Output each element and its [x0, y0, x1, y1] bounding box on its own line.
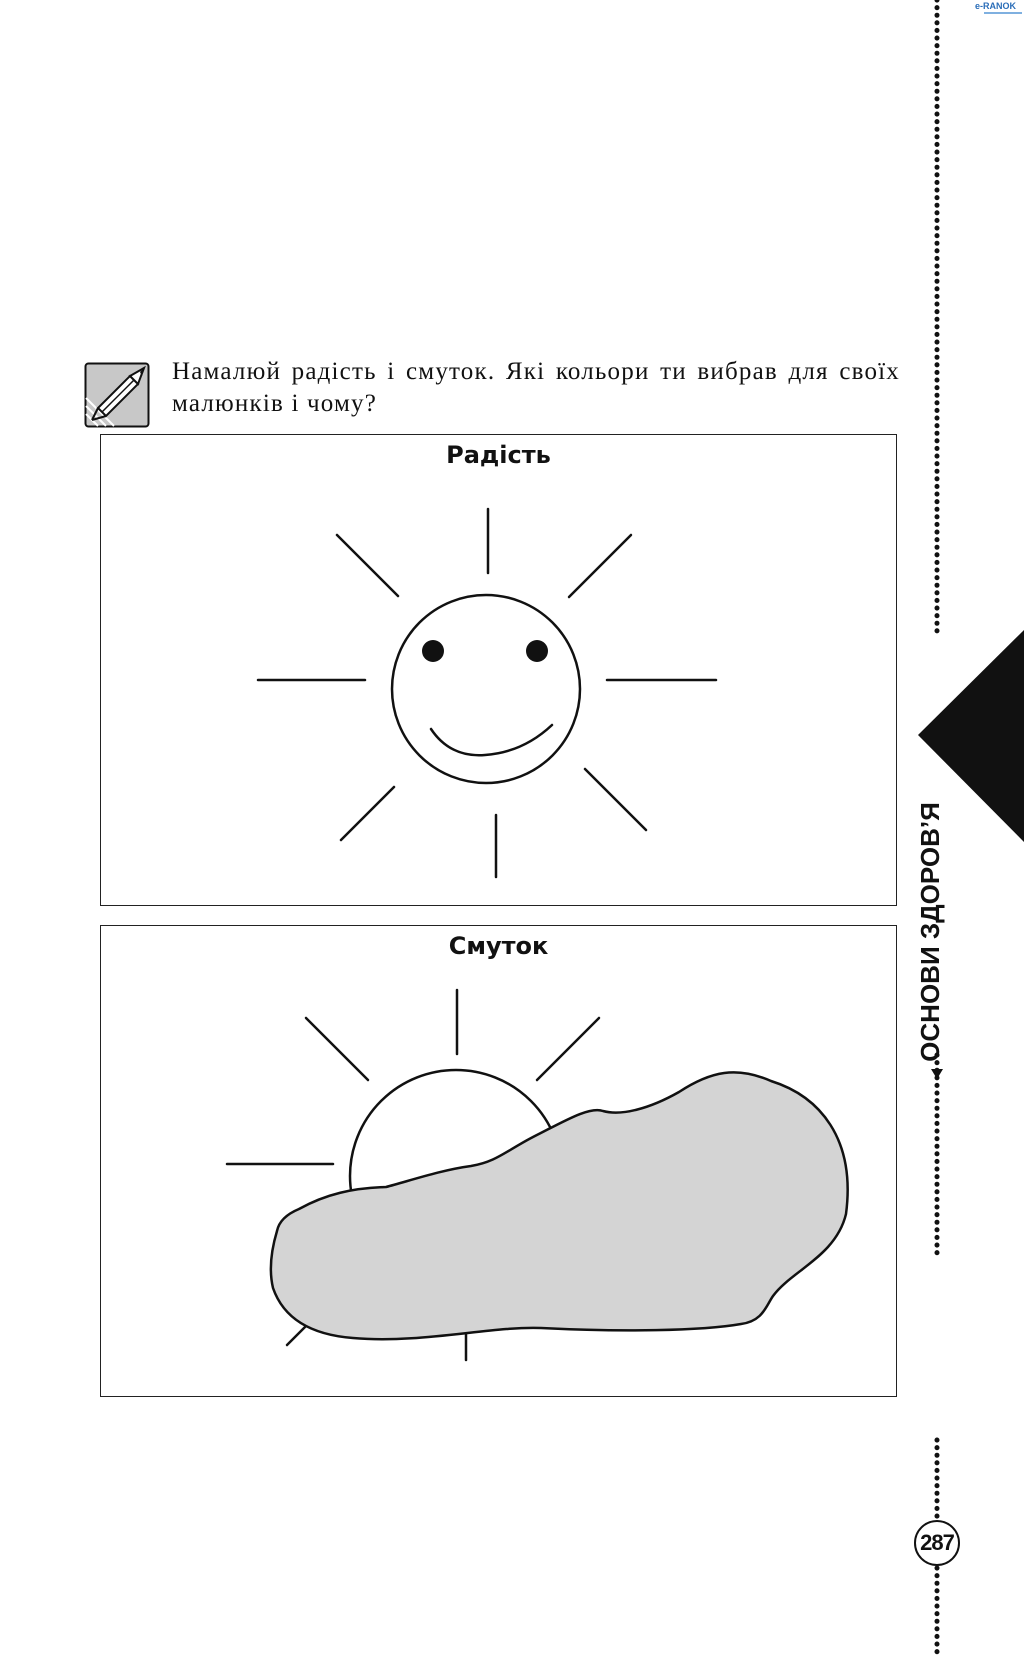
sun-ray	[585, 769, 646, 830]
smiling-sun-drawing	[101, 435, 898, 907]
page-number: 287	[914, 1520, 960, 1566]
joy-panel	[100, 434, 897, 906]
section-title: ОСНОВИ ЗДОРОВ’Я	[915, 802, 945, 1062]
sun-eye-left	[422, 640, 444, 662]
sun-ray	[306, 1018, 368, 1080]
joy-panel-title: Радість	[446, 441, 551, 469]
sun-behind-cloud-drawing	[101, 926, 898, 1398]
task-text: Намалюй радість і смуток. Які кольори ти вибрав для своїх малюнків і чому?	[172, 358, 900, 417]
gray-cloud	[271, 1072, 848, 1339]
sun-ray	[569, 535, 631, 597]
sun-eye-right	[526, 640, 548, 662]
sad-panel-title: Смуток	[448, 932, 549, 960]
sun-ray	[341, 787, 394, 840]
sad-panel	[100, 925, 897, 1397]
arrow-marker-icon	[931, 1069, 943, 1079]
sun-ray	[537, 1018, 599, 1080]
publisher-logo: e-RANOK	[975, 1, 1017, 11]
pencil-task-icon	[84, 362, 150, 428]
sun-ray	[337, 535, 398, 596]
